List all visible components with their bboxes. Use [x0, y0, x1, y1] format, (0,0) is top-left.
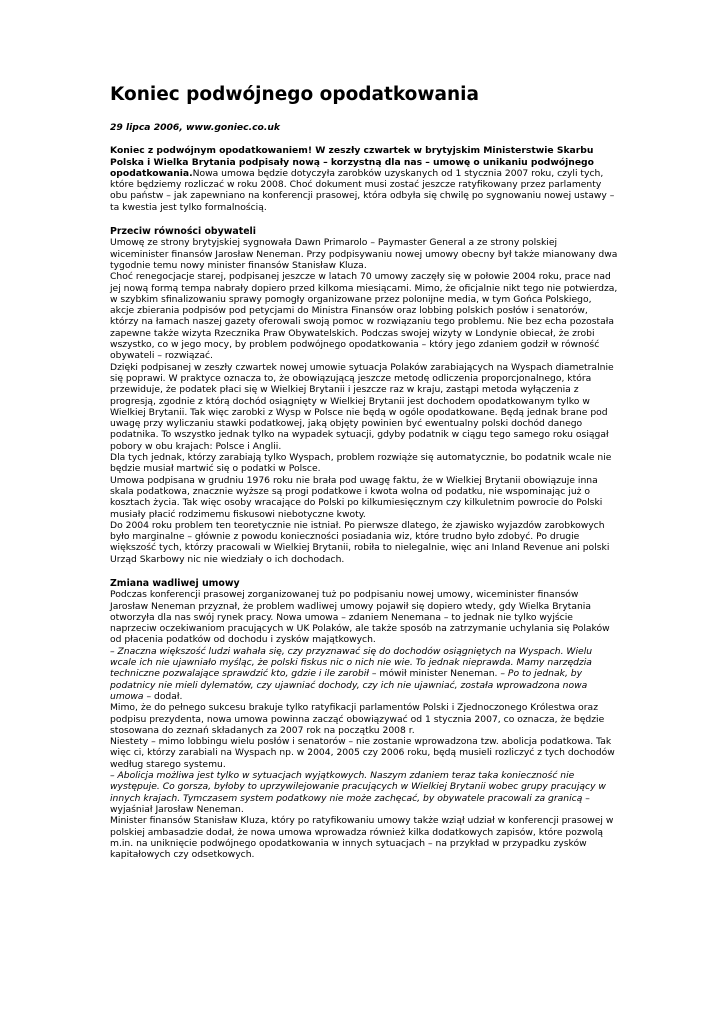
section2-paragraph-4: Niestety – mimo lobbingu wielu posłów i senatorów – nie zostanie wprowadzona tzw. abolicja podatkowa. Tak więc ci, którzy zarabiali na Wyspach np. w 2004, 2005 czy 2006 roku, będą musieli rozliczyć z tych dochodów według starego systemu.: [110, 736, 615, 770]
section2-paragraph-3: Mimo, że do pełnego sukcesu brakuje tylko ratyfikacji parlamentów Polski i Zjednoczonego Królestwa oraz podpisu prezydenta, nowa umowa powinna zacząć obowiązywać od 1 stycznia 2007, co oznacza, że będzie stosowana do zeznań składanych za 2007 rok na początku 2008 r.: [110, 702, 605, 736]
section2-paragraph-2: [110, 646, 618, 702]
section1-paragraph-3: Dzięki podpisanej w zeszły czwartek nowej umowie sytuacja Polaków zarabiających na Wyspach diametralnie się poprawi. W praktyce oznacza to, że obowiązującą jeszcze metodę odliczenia proporcjonalnego, która przewiduje, że podatek płaci się w Wielkiej Brytanii i jeszcze raz w kraju, zastąpi metoda wyłączenia z progresją, zgodnie z którą dochód osiągnięty w Wielkiej Brytanii jest dochodem opodatkowanym tylko w Wielkiej Brytanii. Tak więc zarobki z Wysp w Polsce nie będą w ogóle opodatkowane. Będą jednak brane pod uwagę przy wyliczaniu stawki podatkowej, jaką objęty powinien być ewentualny polski dochód danego podatnika. To wszystko jednak tylko na wypadek sytuacji, gdyby podatnik w ciągu tego samego roku osiągał pobory w obu krajach: Polsce i Anglii.: [110, 361, 614, 452]
section1-paragraph-5: Umowa podpisana w grudniu 1976 roku nie brała pod uwagę faktu, że w Wielkiej Brytanii obowiązuje inna skala podatkowa, znacznie wyższe są progi podatkowe i kwota wolna od podatku, nie wspominając już o kosztach życia. Tak więc osoby wracające do Polski po kilkumiesięcznym czy kilkuletnim powrocie do Polski musiały płacić rodzimemu fiskusowi niebotyczne kwoty.: [110, 474, 603, 520]
section-heading-2: Zmiana wadliwej umowy: [110, 577, 240, 589]
section1-paragraph-4: Dla tych jednak, którzy zarabiają tylko Wyspach, problem rozwiąże się automatycznie, bo podatnik wcale nie będzie musiał martwić się o podatki w Polsce.: [110, 452, 612, 475]
lead-bold-text: Koniec z podwójnym opodatkowaniem! W zeszły czwartek w brytyjskim Ministerstwie Skarbu Polska i Wielka Brytania podpisały nową – korzystną dla nas – umowę o unikaniu podwójnego opodatkowania.: [110, 145, 594, 179]
lead-text: Nowa umowa będzie dotyczyła zarobków uzyskanych od 1 stycznia 2007 roku, czyli tych, które będziemy rozliczać w roku 2008. Choć dokument musi zostać jeszcze ratyfikowany przez parlamenty obu państw – jak zapewniano na konferencji prasowej, która odbyła się chwilę po sygnowaniu nowej ustawy – ta kwestia jest tylko formalnością.: [110, 167, 615, 213]
article-dateline: 29 lipca 2006, www.goniec.co.uk: [110, 122, 280, 133]
section-heading-1: Przeciw równości obywateli: [110, 226, 256, 238]
article-title: Koniec podwójnego opodatkowania: [110, 84, 479, 105]
quote-italic-2: – Po to jednak, by podatnicy nie mieli dylematów, czy ujawniać dochody, czy ich nie ujawniać, została wprowadzona nowa umowa: [110, 668, 588, 702]
section2-paragraph-6: Minister finansów Stanisław Kluza, który po ratyfikowaniu umowy także wziął udział w konferencji prasowej w polskiej ambasadzie dodał, że nowa umowa wprowadza również kilka dodatkowych zapisów, które pozwolą m.in. na uniknięcie podwójnego opodatkowania w innych sytuacjach – na przykład w przypadku zysków kapitałowych czy odsetkowych.: [110, 815, 614, 861]
section2-paragraph-1: Podczas konferencji prasowej zorganizowanej tuż po podpisaniu nowej umowy, wiceminister finansów Jarosław Neneman przyznał, że problem wadliwej umowy pojawił się dopiero wtedy, gdy Wielka Brytania otworzyła dla nas swój rynek pracy. Nowa umowa – zdaniem Nenemana – to jednak nie tylko wyjście naprzeciw oczekiwaniom pracujących w UK Polaków, ale także sposób na zatrzymanie uchylania się Polaków od płacenia podatków od dochodu i zysków majątkowych.: [110, 589, 610, 646]
quote-attribution-3: – wyjaśniał Jarosław Neneman.: [110, 792, 590, 815]
section2-paragraph-5: [110, 770, 618, 815]
article-lead: [110, 145, 618, 213]
quote-attribution-2: – dodał.: [143, 690, 183, 702]
quote-italic-1: – Znaczna większość ludzi wahała się, czy przyznawać się do dochodów osiągniętych na Wyspach. Wielu wcale ich nie ujawniało myśląc, że polski fiskus nic o nich nie wie. To jednak nieprawda. Mamy narzędzia techniczne pozwalające sprawdzić kto, gdzie i ile zarobił: [110, 645, 593, 680]
document-page: [110, 84, 618, 873]
section1-paragraph-1: Umowę ze strony brytyjskiej sygnowała Dawn Primarolo – Paymaster General a ze strony polskiej wiceminister finansów Jarosław Neneman. Przy podpisywaniu nowej umowy obecny był także mianowany dwa tygodnie temu nowy minister finansów Stanisław Kluza.: [110, 237, 618, 271]
section1-paragraph-2: Choć renegocjacje starej, podpisanej jeszcze w latach 70 umowy zaczęły się w połowie 2004 roku, prace nad jej nową formą tempa nabrały dopiero przed kilkoma miesiącami. Mimo, że oficjalnie nikt tego nie potwierdza, w szybkim sfinalizowaniu sprawy pomogły organizowane przez polonijne media, w tym Gońca Polskiego, akcje zbierania podpisów pod petycjami do Ministra Finansów oraz lobbing polskich posłów i senatorów, którzy na łamach naszej gazety oferowali swoją pomoc w rozwiązaniu tego problemu. Nie bez echa pozostała zapewne także wizyta Rzecznika Praw Obywatelskich. Podczas swojej wizyty w Londynie obiecał, że zrobi wszystko, co w jego mocy, by problem podwójnego opodatkowania – który jego zdaniem godził w równość obywateli – rozwiązać.: [110, 271, 618, 362]
section-zmiana: [110, 578, 618, 860]
section-rownosc: [110, 226, 618, 565]
quote-attribution-1: – mówił minister Neneman.: [368, 668, 501, 680]
section1-paragraph-6: Do 2004 roku problem ten teoretycznie nie istniał. Po pierwsze dlatego, że zjawisko wyjazdów zarobkowych było marginalne – głównie z powodu konieczności posiadania wiz, które trudno było zdobyć. Po drugie większość tych, którzy pracowali w Wielkiej Brytanii, robiła to nielegalnie, więc ani Inland Revenue ani polski Urząd Skarbowy nic nie wiedziały o ich dochodach.: [110, 519, 610, 565]
quote-italic-3: – Abolicja możliwa jest tylko w sytuacjach wyjątkowych. Naszym zdaniem teraz taka konieczność nie występuje. Co gorsza, byłoby to uprzywilejowanie pracujących w Wielkiej Brytanii wobec grupy pracujący w innych krajach. Tymczasem system podatkowy nie może zachęcać, by obywatele pracowali za granicą: [110, 770, 606, 804]
